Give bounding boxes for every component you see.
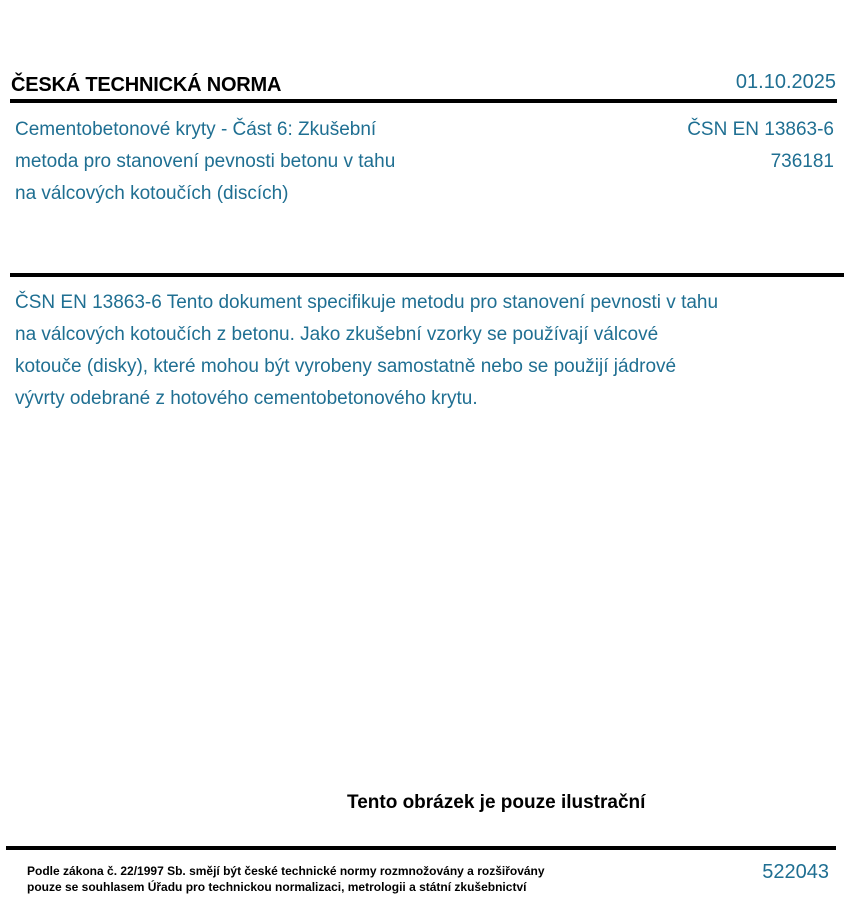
standard-title-line: Cementobetonové kryty - Část 6: Zkušební [15,119,377,140]
legal-notice [27,863,545,895]
abstract-text [15,287,718,415]
document-header-title: ČESKÁ TECHNICKÁ NORMA [11,74,282,96]
illustrative-notice: Tento obrázek je pouze ilustrační [347,792,646,813]
abstract-line: kotouče (disky), které mohou být vyrobeny samostatně nebo se použijí jádrové [15,356,677,377]
abstract-line: ČSN EN 13863-6 Tento dokument specifikuje metodu pro stanovení pevnosti v tahu [15,292,719,313]
classification-number: 736181 [770,151,834,172]
abstract-line: na válcových kotoučích z betonu. Jako zkušební vzorky se používají válcové [15,324,659,345]
standard-code: ČSN EN 13863-6 [687,119,834,140]
abstract-line: vývrty odebrané z hotového cementobetonového krytu. [15,388,478,409]
section-divider [10,273,844,277]
legal-notice-line: Podle zákona č. 22/1997 Sb. smějí být české technické normy rozmnožovány a rozšiřovány [27,864,545,878]
standard-title-line: metoda pro stanovení pevnosti betonu v tahu [15,151,396,172]
footer-divider [6,846,836,850]
header-divider [10,99,837,103]
footer-code: 522043 [762,861,829,883]
publication-date: 01.10.2025 [735,71,836,93]
standard-codes [687,114,834,178]
legal-notice-line: pouze se souhlasem Úřadu pro technickou normalizaci, metrologii a státní zkušebnictví [27,880,527,894]
standard-title [15,114,475,210]
standard-title-line: na válcových kotoučích (discích) [15,183,289,204]
